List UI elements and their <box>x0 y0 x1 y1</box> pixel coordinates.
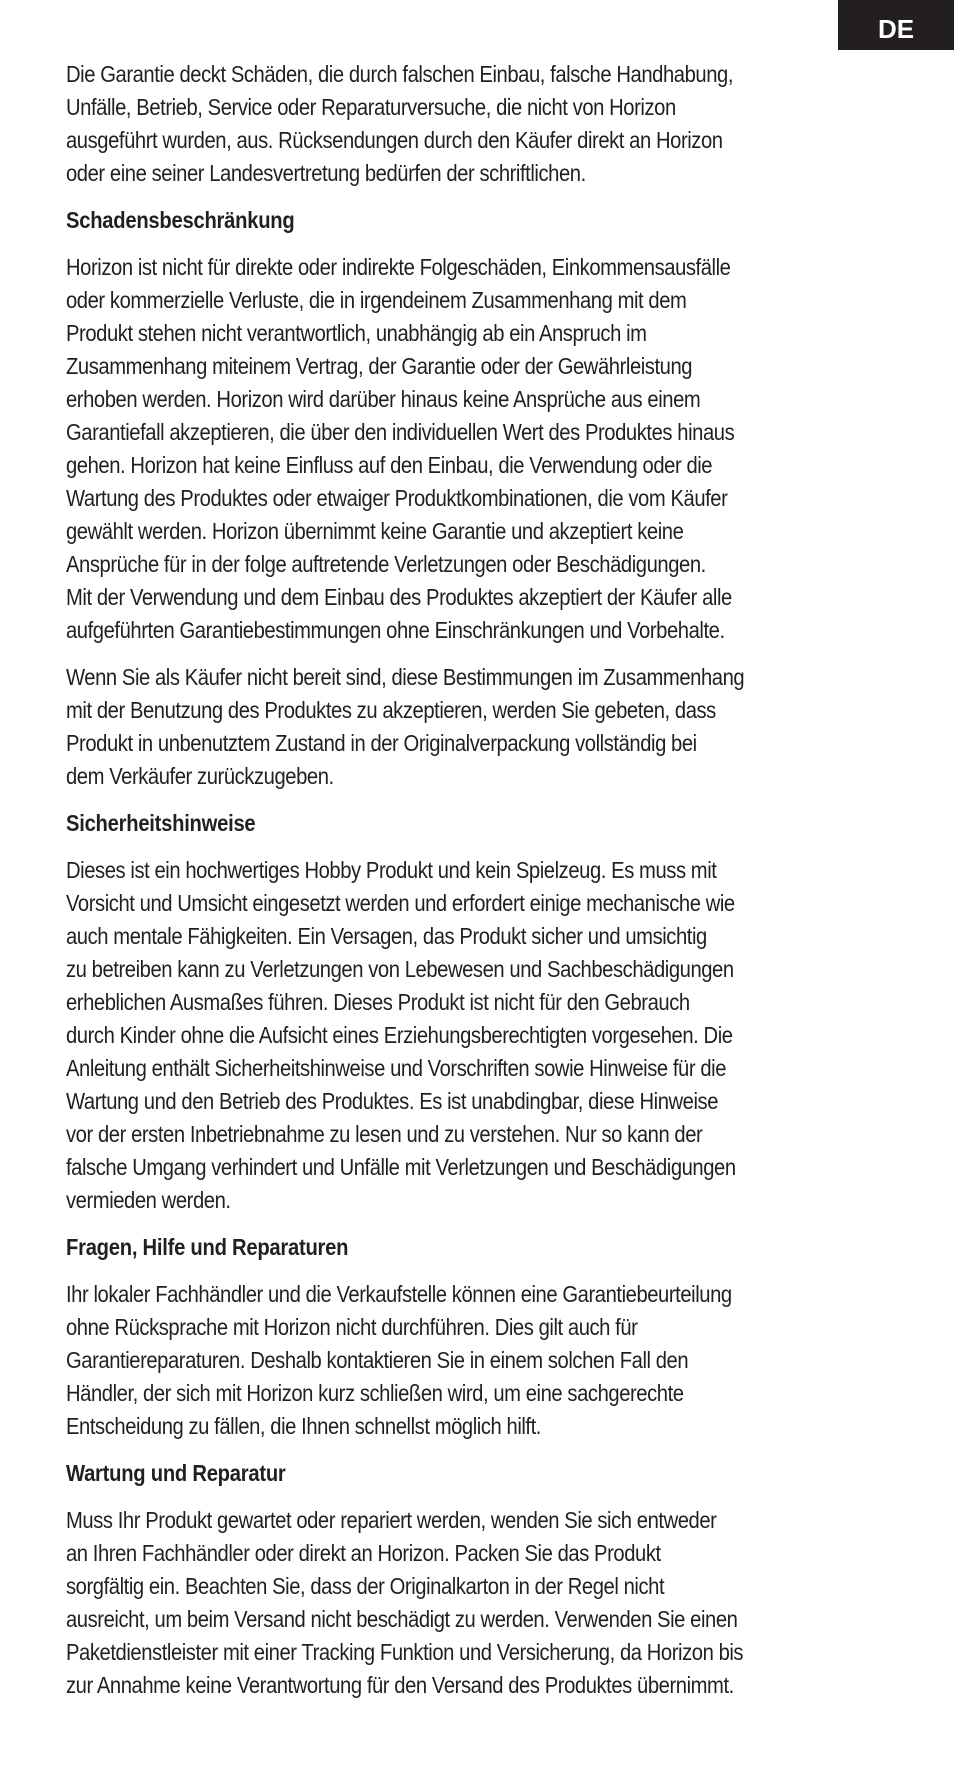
paragraph-line: sorgfältig ein. Beachten Sie, dass der Originalkarton in der Regel nicht <box>66 1573 665 1599</box>
paragraph-line: Händler, der sich mit Horizon kurz schließen wird, um eine sachgerechte <box>66 1380 684 1406</box>
paragraph-line: Horizon ist nicht für direkte oder indirekte Folgeschäden, Einkommensausfälle <box>66 254 731 280</box>
paragraph-line: vor der ersten Inbetriebnahme zu lesen und zu verstehen. Nur so kann der <box>66 1121 703 1147</box>
section-heading: Sicherheitshinweise <box>66 810 256 836</box>
paragraph <box>66 1504 896 1702</box>
section-heading: Wartung und Reparatur <box>66 1460 286 1486</box>
paragraph-line: auch mentale Fähigkeiten. Ein Versagen, das Produkt sicher und umsichtig <box>66 923 707 949</box>
paragraph <box>66 1278 896 1443</box>
paragraph-line: ausreicht, um beim Versand nicht beschädigt zu werden. Verwenden Sie einen <box>66 1606 738 1632</box>
language-tab: DE <box>838 0 954 50</box>
paragraph <box>66 854 896 1217</box>
paragraph-line: Ansprüche für in der folge auftretende Verletzungen oder Beschädigungen. <box>66 551 706 577</box>
document-body <box>66 58 896 1716</box>
paragraph-line: Wartung des Produktes oder etwaiger Produktkombinationen, die vom Käufer <box>66 485 728 511</box>
paragraph-line: an Ihren Fachhändler oder direkt an Horizon. Packen Sie das Produkt <box>66 1540 661 1566</box>
paragraph-line: Wartung und den Betrieb des Produktes. Es ist unabdingbar, diese Hinweise <box>66 1088 719 1114</box>
paragraph-line: Garantiereparaturen. Deshalb kontaktieren Sie in einem solchen Fall den <box>66 1347 689 1373</box>
paragraph <box>66 251 896 647</box>
paragraph-line: aufgeführten Garantiebestimmungen ohne Einschränkungen und Vorbehalte. <box>66 617 725 643</box>
paragraph-line: gewählt werden. Horizon übernimmt keine Garantie und akzeptiert keine <box>66 518 684 544</box>
paragraph-line: Ihr lokaler Fachhändler und die Verkaufstelle können eine Garantiebeurteilung <box>66 1281 732 1307</box>
paragraph-line: falsche Umgang verhindert und Unfälle mit Verletzungen und Beschädigungen <box>66 1154 736 1180</box>
paragraph-line: Dieses ist ein hochwertiges Hobby Produkt und kein Spielzeug. Es muss mit <box>66 857 717 883</box>
paragraph-line: ausgeführt wurden, aus. Rücksendungen durch den Käufer direkt an Horizon <box>66 127 723 153</box>
paragraph-line: oder eine seiner Landesvertretung bedürfen der schriftlichen. <box>66 160 586 186</box>
paragraph-line: erheblichen Ausmaßes führen. Dieses Produkt ist nicht für den Gebrauch <box>66 989 690 1015</box>
paragraph-line: gehen. Horizon hat keine Einfluss auf den Einbau, die Verwendung oder die <box>66 452 713 478</box>
paragraph <box>66 661 896 793</box>
paragraph-line: Die Garantie deckt Schäden, die durch falschen Einbau, falsche Handhabung, <box>66 61 734 87</box>
paragraph-line: Wenn Sie als Käufer nicht bereit sind, diese Bestimmungen im Zusammenhang <box>66 664 745 690</box>
paragraph-line: Zusammenhang miteinem Vertrag, der Garantie oder der Gewährleistung <box>66 353 693 379</box>
paragraph-line: Muss Ihr Produkt gewartet oder repariert werden, wenden Sie sich entweder <box>66 1507 717 1533</box>
paragraph-line: Entscheidung zu fällen, die Ihnen schnellst möglich hilft. <box>66 1413 542 1439</box>
paragraph-line: Produkt stehen nicht verantwortlich, unabhängig ab ein Anspruch im <box>66 320 647 346</box>
paragraph-line: durch Kinder ohne die Aufsicht eines Erziehungsberechtigten vorgesehen. Die <box>66 1022 733 1048</box>
paragraph-line: Mit der Verwendung und dem Einbau des Produktes akzeptiert der Käufer alle <box>66 584 732 610</box>
section-heading: Schadensbeschränkung <box>66 207 295 233</box>
paragraph-line: oder kommerzielle Verluste, die in irgendeinem Zusammenhang mit dem <box>66 287 687 313</box>
paragraph <box>66 58 896 190</box>
paragraph-line: vermieden werden. <box>66 1187 231 1213</box>
paragraph-line: Paketdienstleister mit einer Tracking Funktion und Versicherung, da Horizon bis <box>66 1639 744 1665</box>
paragraph-line: dem Verkäufer zurückzugeben. <box>66 763 334 789</box>
paragraph-line: Unfälle, Betrieb, Service oder Reparaturversuche, die nicht von Horizon <box>66 94 676 120</box>
paragraph-line: Garantiefall akzeptieren, die über den individuellen Wert des Produktes hinaus <box>66 419 735 445</box>
paragraph-line: mit der Benutzung des Produktes zu akzeptieren, werden Sie gebeten, dass <box>66 697 716 723</box>
paragraph-line: ohne Rücksprache mit Horizon nicht durchführen. Dies gilt auch für <box>66 1314 638 1340</box>
paragraph-line: zur Annahme keine Verantwortung für den Versand des Produktes übernimmt. <box>66 1672 734 1698</box>
paragraph-line: Produkt in unbenutztem Zustand in der Originalverpackung vollständig bei <box>66 730 697 756</box>
paragraph-line: zu betreiben kann zu Verletzungen von Lebewesen und Sachbeschädigungen <box>66 956 734 982</box>
paragraph-line: erhoben werden. Horizon wird darüber hinaus keine Ansprüche aus einem <box>66 386 701 412</box>
paragraph-line: Vorsicht und Umsicht eingesetzt werden und erfordert einige mechanische wie <box>66 890 735 916</box>
section-heading: Fragen, Hilfe und Reparaturen <box>66 1234 349 1260</box>
paragraph-line: Anleitung enthält Sicherheitshinweise und Vorschriften sowie Hinweise für die <box>66 1055 727 1081</box>
